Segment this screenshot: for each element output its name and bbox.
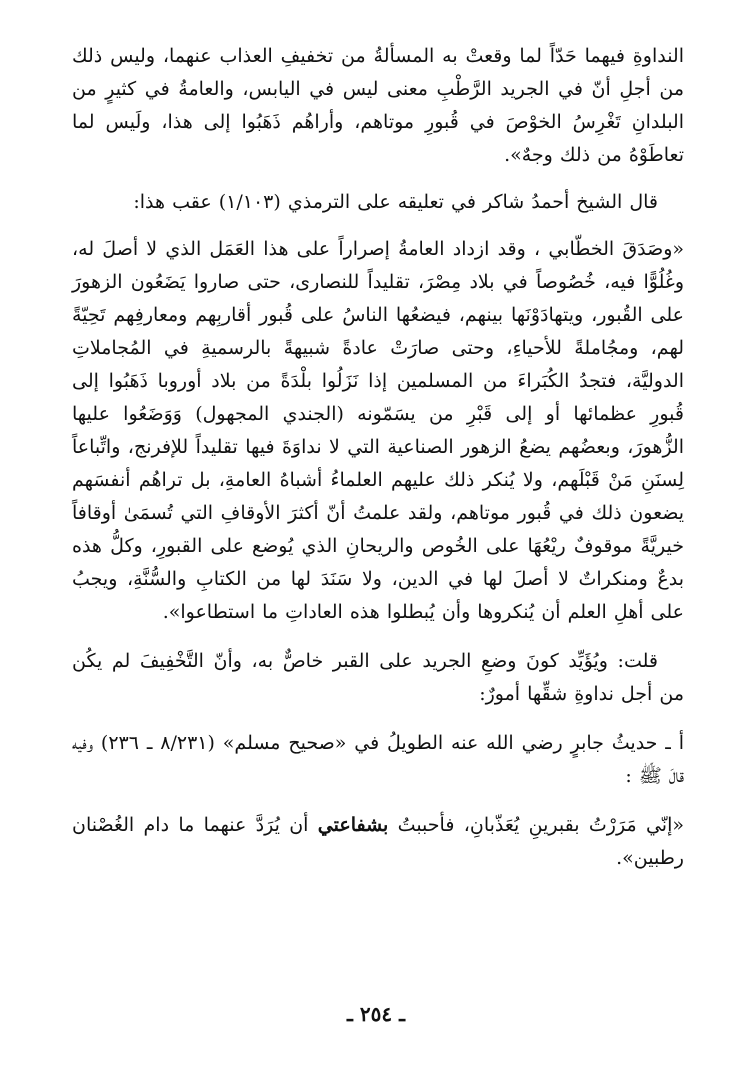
page-number: ـ ٢٥٤ ـ	[347, 1002, 405, 1026]
paragraph-hadith-text	[72, 809, 684, 875]
hadith-text-start: «إنّي مَرَرْتُ بقبرينِ يُعَذّبانِ، فأحببتُ	[388, 814, 684, 836]
paragraph-shakir-intro: قال الشيخ أحمدُ شاكر في تعليقه على الترمذي (١/١٠٣) عقب هذا:	[133, 191, 658, 213]
paragraph-shakir-quote: «وصَدَقَ الخطّابي ، وقد ازداد العامةُ إصراراً على هذا العَمَل الذي لا أصلَ له، وغُلُوًّا فيه، خُصُوصاً في بلاد مِصْرَ، تقليداً للنصارى، حتى صاروا يَضَعُون الزهورَ على القُبور، ويتهادَوْنَها بينهم، فيضعُها الناسُ على قُبور أقاربِهم ومعارفِهم تَحِيّةً لهم، ومجُاملةً للأحياءِ، وحتى صارَتْ عادةً شبيهةً بالرسميةِ في المُجاملاتِ الدوليَّة، فتجدُ الكُبَراءَ من المسلمين إذا نَزَلُوا بلْدَةً من بلاد أوروبا ذَهَبُوا إلى قُبورِ عظمائها أو إلى قَبْرِ من يسَمّونه (الجندي المجهول) وَوَضَعُوا عليها الزُّهورَ، وبعضُهم يضعُ الزهور الصناعية التي لا نداوَةَ فيها تقليداً للإفرنج، واتِّباعاً لِسنَنِ مَنْ قَبْلَهم، ولا يُنكر ذلك عليهم العلماءُ أشباهُ العامةِ، بل تراهُم أنفسَهم يضعون ذلك في قُبور موتاهم، ولقد علمتُ أنّ أكثرَ الأوقافِ التي تُسمَىٰ أوقافاً خيريَّةً موقوفٌ ريْعُهَا على الخُوص والريحانِ الذي يُوضع على القبورِ، وكلُّ هذه بدعٌ ومنكراتٌ لا أصلَ لها في الدين، ولا سَنَدَ لها من الكتابِ والسُّنَّةِ، ويجبُ على أهلِ العلم أن يُنكروها وأن يُبطلوا هذه العاداتِ ما استطاعوا».	[72, 238, 684, 623]
book-page	[72, 40, 684, 875]
paragraph-author-note: قلت: ويُؤَيِّد كونَ وضعِ الجريد على القبر خاصٌّ به، وأنّ التَّخْفِيفَ لم يكُن من أجل نداوةِ شقِّها أمورٌ:	[72, 650, 684, 705]
hadith-text-end: أن يُرَدَّ عنهما ما دام الغُصْنان رطبين».	[72, 814, 684, 869]
hadith-emphasis: بشفاعتي	[317, 814, 389, 836]
paragraph-jabir-hadith-reference: أ ـ حديثُ جابرٍ رضي الله عنه الطويلُ في «صحيح مسلم» (٨/٢٣١ ـ ٢٣٦) وفيه قالَ ﷺ :	[72, 732, 684, 787]
paragraph-khattabi-quote-end: النداوةِ فيهما حَدّاً لما وقعتْ به المسألةُ من تخفيفِ العذاب عنهما، وليس ذلك من أجلِ أنّ في الجريد الرَّطْبِ معنى ليس في اليابس، والعامةُ في كثيرٍ من البلدانِ تَغْرِسُ الخوْصَ في قُبورِ موتاهم، وأراهُم ذَهَبُوا إلى هذا، ولَيس لما تعاطَوْهُ من ذلك وجهٌ».	[72, 45, 684, 166]
